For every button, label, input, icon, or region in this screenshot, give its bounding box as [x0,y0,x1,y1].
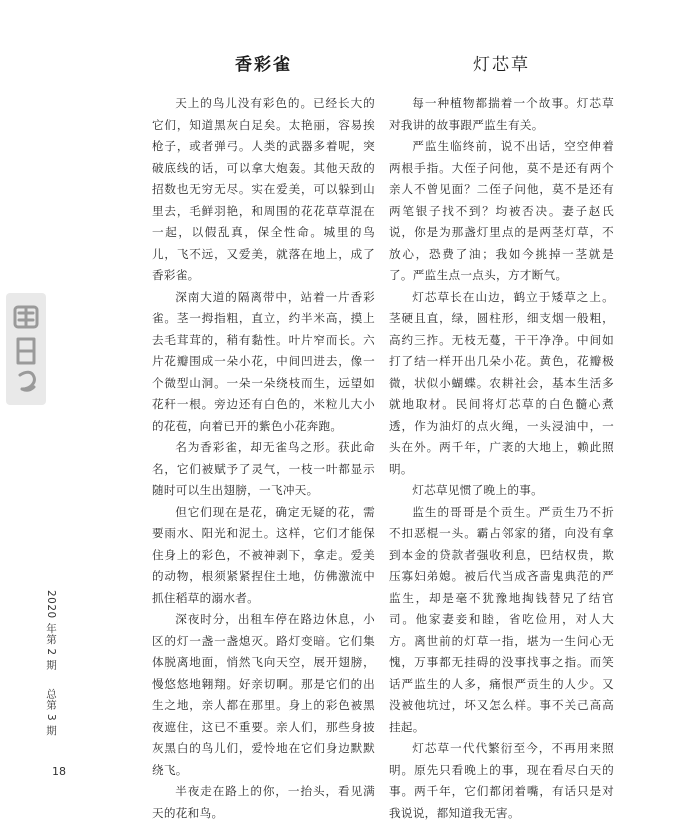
page-number: 18 [52,765,66,778]
left-article-title: 香彩雀 [235,55,292,75]
paragraph: 每一种植物都揣着一个故事。灯芯草对我讲的故事跟严监生有关。 [389,96,614,132]
paragraph: 监生的哥哥是个贡生。严贡生乃不折不扣恶棍一头。霸占邻家的猪，向没有拿到本金的贷款者强收利息，巴结权贵，欺压寡妇弟媳。被后代当成吝啬鬼典范的严监生，却是毫不犹豫地掏钱替兄了结官司。他家妻妾和睦，省吃俭用，对人大方。离世前的灯草一指，堪为一生问心无愧，万事都无挂碍的没事找事之指。而笑话严监生的人多，痛恨严贡生的人少。又没被他坑过，坏又怎么样。事不关己高高挂起。 [389,504,614,734]
right-article [389,36,614,824]
paragraph: 但它们现在是花，确定无疑的花，需要雨水、阳光和泥土。这样，它们才能保住身上的彩色，不被神剥下，拿走。爱美的动物，根须紧紧捏住土地，仿佛激流中抓住稻草的溺水者。 [152,504,375,605]
paragraph: 灯芯草一代代繁衍至今，不再用来照明。原先只看晚上的事，现在看尽白天的事。两千年，它们都闭着嘴，有话只是对我说说，都知道我无害。 [389,741,614,820]
paragraph: 名为香彩雀，却无雀鸟之形。获此命名，它们被赋予了灵气，一枝一叶都显示随时可以生出翅膀，一飞冲天。 [152,440,375,497]
right-article-title: 灯芯草 [473,55,530,75]
paragraph: 灯芯草见惯了晚上的事。 [412,483,544,497]
issue-number: 2020 年第 2 期 [45,590,57,671]
paragraph: 天上的鸟儿没有彩色的。已经长大的它们，知道黑灰白足矣。太艳丽，容易挨枪子，或者弹弓。人类的武器多着呢，突破底线的话，可以拿大炮轰。其他天敌的招数也无穷无尽。实在爱美，可以躲到山里去，毛鲜羽艳，和周围的花花草草混在一起，以假乱真，保全性命。城里的鸟儿，飞不远，又爱美，就落在地上，成了香彩雀。 [152,96,375,282]
left-article [152,36,375,824]
paragraph: 严监生临终前，说不出话，空空伸着两根手指。大侄子问他，莫不是还有两个亲人不曾见面？二侄子问他，莫不是还有两笔银子找不到？均被否决。妻子赵氏说，你是为那盏灯里点的是两茎灯草，不放心，恐费了油；我如今挑掉一茎就是了。严监生点一点头，方才断气。 [389,139,614,282]
total-issue-number: 总第 3 期 [45,688,57,736]
seal-stamp [6,293,46,405]
paragraph: 深南大道的隔离带中，站着一片香彩雀。茎一拇指粗，直立，约半米高，摸上去毛茸茸的，稍有黏性。叶片窄而长。六片花瓣围成一朵小花，中间凹进去，像一个微型山洞。一朵一朵绕枝而生，远望如花秆一根。旁边还有白色的，米粒儿大小的花苞，向着已开的紫色小花奔跑。 [152,289,375,433]
seal-glyph-art [6,293,46,405]
paragraph: 半夜走在路上的你，一抬头，看见满天的花和鸟。 [152,784,375,820]
paragraph: 深夜时分，出租车停在路边休息，小区的灯一盏一盏熄灭。路灯变暗。它们集体脱离地面，悄然飞向天空，展开翅膀，慢悠悠地翱翔。好亲切啊。那是它们的出生之地，亲人都在那里。身上的彩色被黑夜遮住，这已不重要。亲人们，那些身披灰黑白的鸟儿们，爱怜地在它们身边默默绕飞。 [152,612,375,777]
paragraph: 灯芯草长在山边，鹤立于矮草之上。茎硬且直，绿，圆柱形，细支烟一般粗，高约三拃。无枝无蔓，干干净净。中间如打了结一样开出几朵小花。黄色，花瓣极微，状似小蝴蝶。农耕社会，基本生活多就地取材。民间将灯芯草的白色髓心煮透，作为油灯的点火绳，一头浸油中，一头在外。两千年，广袤的大地上，赖此照明。 [389,289,614,476]
issue-caption [44,590,59,736]
